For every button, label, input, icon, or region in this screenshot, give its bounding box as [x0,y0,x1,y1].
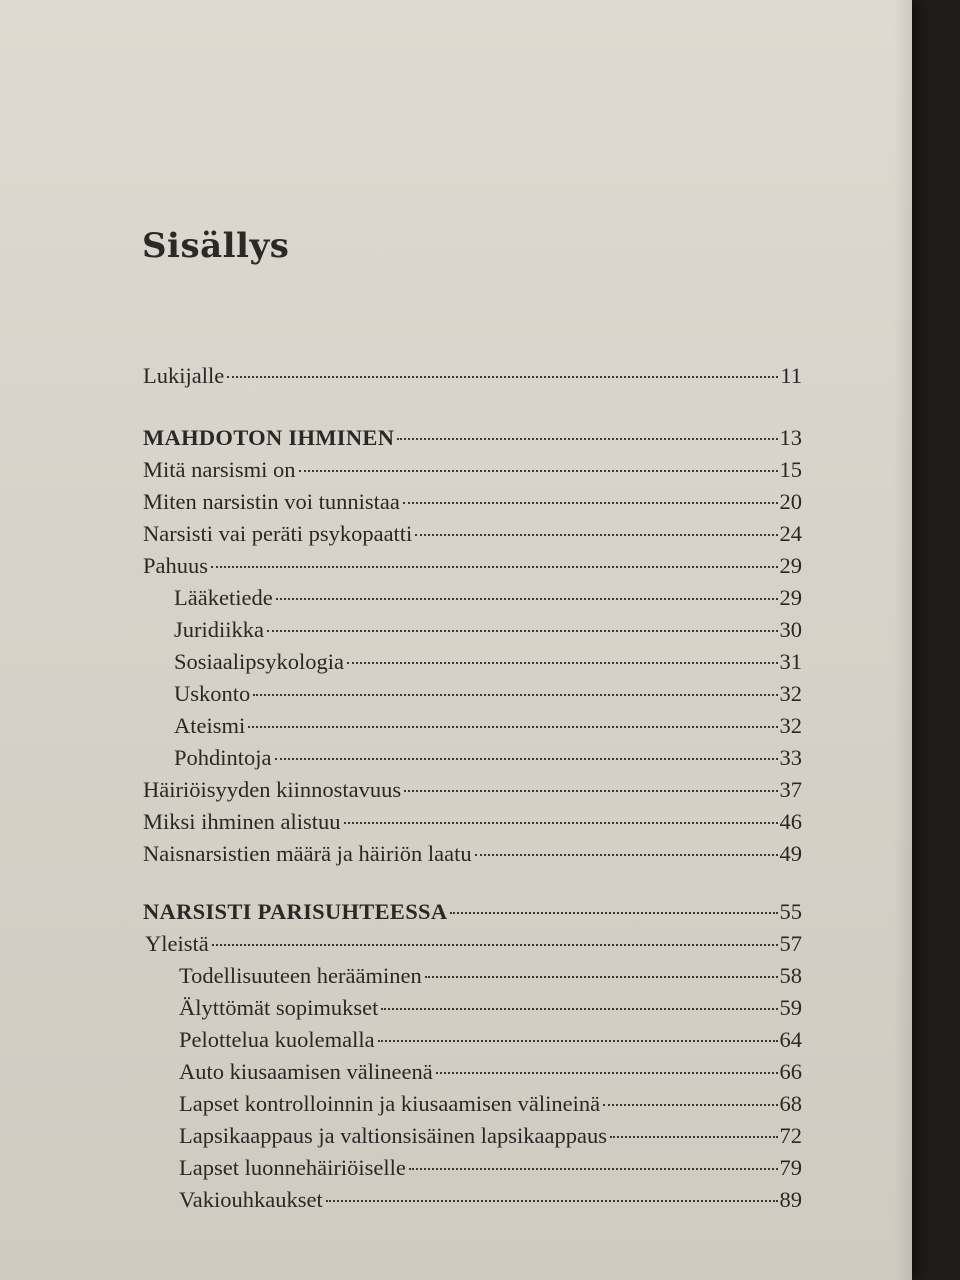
toc-entry-page: 49 [779,841,802,866]
toc-entry-page: 11 [780,363,802,388]
toc-entry-title: Vakiouhkaukset [179,1187,323,1212]
toc-entry-title: Naisnarsistien määrä ja häiriön laatu [143,841,472,866]
dot-leader [212,944,778,946]
toc-entry-title: Pelottelua kuolemalla [179,1027,375,1052]
toc-entry-page: 24 [779,521,802,546]
toc-entry [143,456,802,484]
toc-entry [179,1090,802,1118]
dot-leader [415,534,777,536]
toc-entry-page: 29 [779,553,802,578]
dot-leader [425,976,778,978]
dot-leader [450,912,777,914]
dot-leader [253,694,777,696]
dot-leader [344,822,778,824]
toc-entry [174,712,802,740]
toc-entry-page: 46 [779,809,802,834]
toc-entry [143,520,802,548]
dot-leader [381,1008,777,1010]
toc-entry-title: Mitä narsismi on [143,457,296,482]
dot-leader [436,1072,778,1074]
toc-entry [143,362,802,390]
toc-entry [143,552,802,580]
toc-entry [174,648,802,676]
toc-entry-title: Älyttömät sopimukset [179,995,379,1020]
dot-leader [326,1200,778,1202]
toc-entry [179,962,802,990]
toc-entry-title: Miten narsistin voi tunnistaa [143,489,400,514]
toc-entry-page: 37 [779,777,802,802]
toc-entry-page: 72 [779,1123,802,1148]
toc-entry-title: Pohdintoja [174,745,272,770]
dot-leader [347,662,778,664]
toc-entry [143,776,802,804]
toc-entry-page: 68 [779,1091,802,1116]
page-title: Sisällys [142,226,290,266]
toc-entry [179,994,802,1022]
dot-leader [227,376,778,378]
toc-entry-page: 55 [779,899,802,924]
toc-entry [179,1058,802,1086]
toc-entry-title: MAHDOTON IHMINEN [143,425,395,450]
toc-entry [174,584,802,612]
toc-entry [143,488,802,516]
toc-entry [174,616,802,644]
toc-entry [179,1122,802,1150]
toc-entry [143,424,802,452]
toc-entry [145,930,802,958]
toc-entry-page: 30 [779,617,802,642]
dot-leader [403,502,778,504]
toc-entry-page: 79 [779,1155,802,1180]
toc-entry-title: Sosiaalipsykologia [174,649,344,674]
toc-entry-page: 59 [779,995,802,1020]
toc-entry [179,1186,802,1214]
toc-entry-page: 31 [779,649,802,674]
toc-entry-title: Pahuus [143,553,209,578]
toc-entry [143,840,802,868]
toc-entry-title: Häiriöisyyden kiinnostavuus [143,777,402,802]
toc-entry-title: Todellisuuteen herääminen [179,963,422,988]
dot-leader [276,598,778,600]
toc-entry-title: Uskonto [174,681,251,706]
dot-leader [475,854,778,856]
dot-leader [299,470,778,472]
toc-entry-title: Lapset luonnehäiriöiselle [179,1155,406,1180]
toc-entry-title: Lapsikaappaus ja valtionsisäinen lapsikaappaus [179,1123,608,1148]
toc-entry [174,744,802,772]
dot-leader [378,1040,778,1042]
toc-entry-page: 32 [779,681,802,706]
toc-entry-page: 29 [779,585,802,610]
dot-leader [404,790,777,792]
toc-entry-page: 89 [779,1187,802,1212]
toc-entry-page: 20 [779,489,802,514]
toc-entry-page: 66 [779,1059,802,1084]
toc-entry-title: NARSISTI PARISUHTEESSA [143,899,448,924]
dot-leader [409,1168,778,1170]
toc-entry [179,1154,802,1182]
toc-entry-title: Ateismi [174,713,246,738]
toc-entry-title: Lukijalle [143,363,225,388]
toc-entry-title: Juridiikka [174,617,264,642]
toc-entry [174,680,802,708]
toc-entry-title: Lapset kontrolloinnin ja kiusaamisen välineinä [179,1091,601,1116]
toc-entry-page: 33 [779,745,802,770]
toc-entry-page: 57 [779,931,802,956]
toc-entry-title: Miksi ihminen alistuu [143,809,341,834]
toc-entry-page: 58 [779,963,802,988]
dot-leader [275,758,778,760]
dot-leader [248,726,777,728]
toc-entry [179,1026,802,1054]
toc-entry-title: Auto kiusaamisen välineenä [179,1059,433,1084]
dot-leader [397,438,777,440]
dot-leader [603,1104,777,1106]
toc-entry-page: 32 [779,713,802,738]
toc-entry-page: 64 [779,1027,802,1052]
dot-leader [610,1136,777,1138]
toc-entry-page: 13 [779,425,802,450]
toc-entry-page: 15 [779,457,802,482]
toc-entry [143,898,802,926]
toc-entry-title: Narsisti vai peräti psykopaatti [143,521,413,546]
toc-entry [143,808,802,836]
dot-leader [211,566,777,568]
toc-entry-title: Yleistä [145,931,209,956]
dot-leader [267,630,778,632]
toc-entry-title: Lääketiede [174,585,273,610]
